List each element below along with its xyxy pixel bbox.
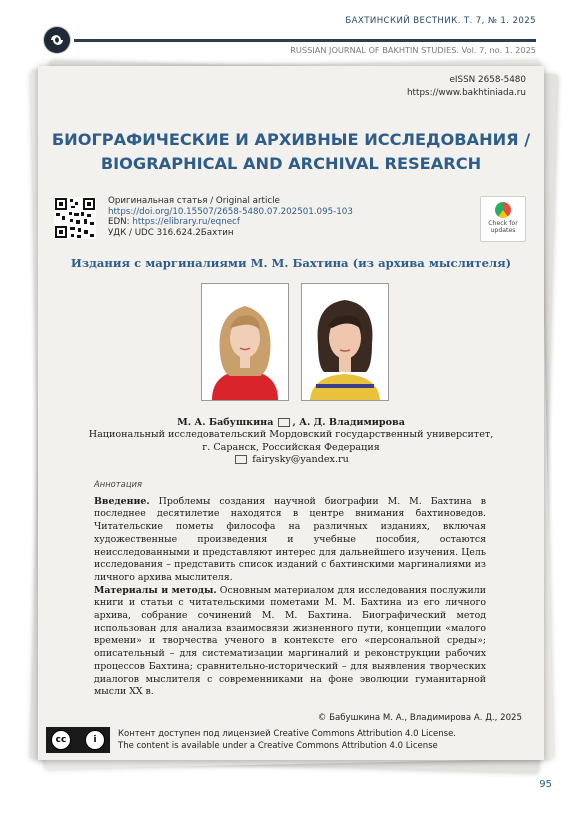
section-title-ru: БИОГРАФИЧЕСКИЕ И АРХИВНЫЕ ИССЛЕДОВАНИЯ / bbox=[51, 130, 531, 149]
author-name-1: М. А. Бабушкина bbox=[177, 417, 274, 428]
abstract-methods bbox=[94, 585, 486, 699]
methods-text: Основным материалом для исследования послужили книги и статьи с читательскими пометами М. М. Бахтина из его личного архива, собрание сочинений М. М. Бахтина. Биографический метод использован для анализа взаимосвязи жизненного пути, концепции «малого времени» и творчества ученого в контексте его «персональной среды»; описательный – для систематизации маргиналий и реконструкции рабочих процессов Бахтина; сравнительно-исторический – для выявления творческих диалогов мыслителя с современниками на фоне эволюции гуманитарной мысли XX в. bbox=[94, 584, 486, 698]
abstract-introduction bbox=[94, 496, 486, 585]
attribution-icon: i bbox=[85, 730, 105, 750]
envelope-icon[interactable] bbox=[278, 418, 290, 427]
logo-mark-icon bbox=[44, 27, 70, 53]
email-line bbox=[38, 454, 544, 466]
affiliation-line-2: г. Саранск, Российская Федерация bbox=[202, 441, 380, 453]
abstract bbox=[94, 478, 486, 699]
introduction-label: Введение. bbox=[94, 495, 150, 507]
check-for-updates-label: Check for updates bbox=[488, 220, 518, 234]
author-photo-babushkina bbox=[201, 283, 289, 401]
author-names-line bbox=[38, 417, 544, 429]
page-number: 95 bbox=[539, 779, 552, 790]
author-email[interactable]: fairysky@yandex.ru bbox=[252, 454, 349, 466]
cc-icon: cc bbox=[51, 730, 71, 750]
running-header-ru: БАХТИНСКИЙ ВЕСТНИК. Т. 7, № 1. 2025 bbox=[345, 16, 536, 26]
check-for-updates-badge[interactable] bbox=[480, 196, 526, 242]
journal-identifiers bbox=[407, 74, 526, 100]
email-envelope-icon bbox=[235, 455, 247, 464]
article-metadata bbox=[108, 196, 353, 238]
license-text bbox=[118, 728, 456, 752]
edn-line bbox=[108, 217, 353, 228]
introduction-text: Проблемы создания научной биографии М. М. Бахтина в последнее десятилетие находятся в центре внимания бахтиноведов. Читательские пометы философа на различных изданиях, включая художественные произведения и учебные пособия, остаются неисследованными и представляют интерес для дальнейшего изучения. Цель исследования – представить список изданий с бахтинскими маргиналиями из личного архива мыслителя. bbox=[94, 495, 486, 583]
author-block bbox=[38, 417, 544, 467]
edn-label: EDN: bbox=[108, 217, 133, 228]
header-rule bbox=[74, 39, 536, 42]
crossmark-icon bbox=[495, 202, 511, 218]
doi-link[interactable]: https://doi.org/10.15507/2658-5480.07.202501.095-103 bbox=[108, 206, 353, 217]
affiliation-line-1: Национальный исследовательский Мордовский государственный университет, bbox=[88, 429, 494, 441]
cc-by-license-icon[interactable] bbox=[46, 727, 110, 753]
abstract-heading: Аннотация bbox=[94, 479, 142, 489]
license-en: The content is available under a Creative Commons Attribution 4.0 License bbox=[118, 741, 438, 751]
author-photo-vladimirova bbox=[301, 283, 389, 401]
author-name-2: , А. Д. Владимирова bbox=[292, 417, 405, 428]
article-title: Издания с маргиналиями М. М. Бахтина (из архива мыслителя) bbox=[70, 256, 512, 270]
journal-url[interactable]: https://www.bakhtiniada.ru bbox=[406, 88, 526, 98]
udc: УДК / UDC 316.624.2Бахтин bbox=[108, 227, 234, 238]
running-header-en: RUSSIAN JOURNAL OF BAKHTIN STUDIES. Vol. 7, no. 1. 2025 bbox=[290, 45, 536, 55]
article-type: Оригинальная статья / Original article bbox=[108, 196, 280, 206]
copyright-notice: © Бабушкина М. А., Владимирова А. Д., 2025 bbox=[317, 713, 522, 723]
edn-link[interactable]: https://elibrary.ru/eqnecf bbox=[132, 217, 240, 228]
license-ru: Контент доступен под лицензией Creative Commons Attribution 4.0 License. bbox=[118, 729, 456, 739]
article-sheet bbox=[38, 66, 544, 760]
methods-label: Материалы и методы. bbox=[94, 584, 217, 596]
section-title bbox=[38, 128, 544, 176]
eissn: eISSN 2658-5480 bbox=[449, 75, 526, 85]
journal-logo bbox=[44, 27, 70, 53]
section-title-en: BIOGRAPHICAL AND ARCHIVAL RESEARCH bbox=[100, 154, 482, 173]
qr-code-icon[interactable] bbox=[54, 197, 96, 239]
